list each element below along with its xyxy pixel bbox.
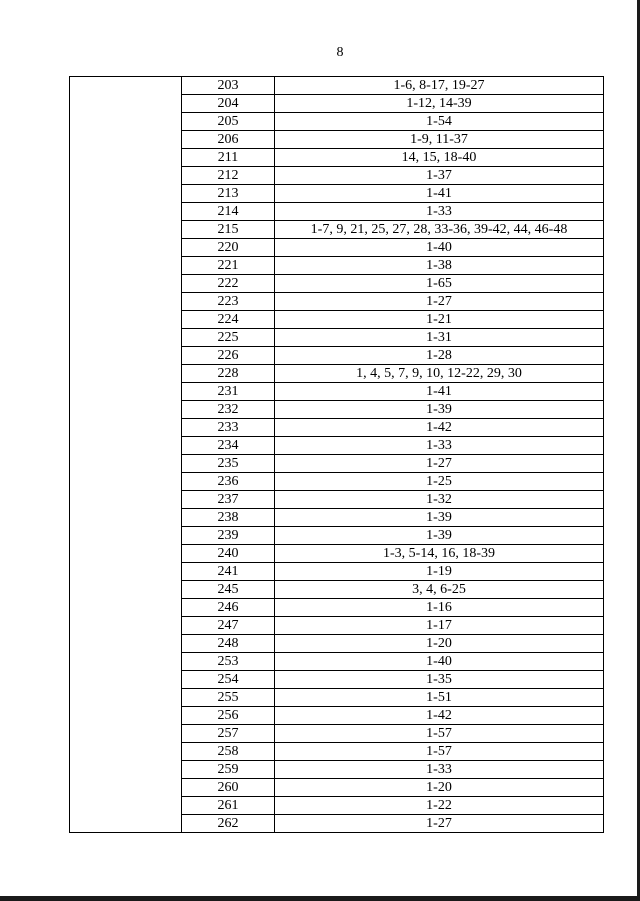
- blank-column-cell: [70, 77, 182, 833]
- row-number-cell: 232: [182, 401, 275, 419]
- row-number-cell: 225: [182, 329, 275, 347]
- row-range-cell: 1-27: [275, 293, 604, 311]
- row-range-cell: 1-57: [275, 725, 604, 743]
- row-number-cell: 213: [182, 185, 275, 203]
- row-number-cell: 215: [182, 221, 275, 239]
- row-number-cell: 246: [182, 599, 275, 617]
- row-range-cell: 1-42: [275, 419, 604, 437]
- row-range-cell: 1-17: [275, 617, 604, 635]
- row-range-cell: 1-16: [275, 599, 604, 617]
- row-range-cell: 1, 4, 5, 7, 9, 10, 12-22, 29, 30: [275, 365, 604, 383]
- row-number-cell: 260: [182, 779, 275, 797]
- row-range-cell: 3, 4, 6-25: [275, 581, 604, 599]
- row-number-cell: 247: [182, 617, 275, 635]
- row-range-cell: 1-35: [275, 671, 604, 689]
- row-number-cell: 253: [182, 653, 275, 671]
- row-number-cell: 231: [182, 383, 275, 401]
- row-range-cell: 1-25: [275, 473, 604, 491]
- row-number-cell: 224: [182, 311, 275, 329]
- document-table: [69, 76, 604, 833]
- row-range-cell: 1-31: [275, 329, 604, 347]
- row-range-cell: 1-65: [275, 275, 604, 293]
- row-range-cell: 1-40: [275, 653, 604, 671]
- row-range-cell: 1-6, 8-17, 19-27: [275, 77, 604, 95]
- row-number-cell: 256: [182, 707, 275, 725]
- row-range-cell: 1-40: [275, 239, 604, 257]
- page-number: 8: [336, 45, 344, 60]
- row-range-cell: 1-20: [275, 779, 604, 797]
- row-range-cell: 1-21: [275, 311, 604, 329]
- row-number-cell: 226: [182, 347, 275, 365]
- row-number-cell: 204: [182, 95, 275, 113]
- row-range-cell: 1-51: [275, 689, 604, 707]
- row-number-cell: 220: [182, 239, 275, 257]
- row-number-cell: 241: [182, 563, 275, 581]
- row-range-cell: 1-22: [275, 797, 604, 815]
- row-number-cell: 203: [182, 77, 275, 95]
- row-range-cell: 1-41: [275, 185, 604, 203]
- row-range-cell: 1-9, 11-37: [275, 131, 604, 149]
- row-range-cell: 1-39: [275, 527, 604, 545]
- row-number-cell: 222: [182, 275, 275, 293]
- scan-edge-bottom: [0, 896, 640, 901]
- row-number-cell: 234: [182, 437, 275, 455]
- row-number-cell: 233: [182, 419, 275, 437]
- row-range-cell: 1-19: [275, 563, 604, 581]
- row-number-cell: 237: [182, 491, 275, 509]
- row-range-cell: 1-28: [275, 347, 604, 365]
- row-range-cell: 14, 15, 18-40: [275, 149, 604, 167]
- row-number-cell: 259: [182, 761, 275, 779]
- row-range-cell: 1-41: [275, 383, 604, 401]
- row-number-cell: 240: [182, 545, 275, 563]
- row-number-cell: 214: [182, 203, 275, 221]
- row-range-cell: 1-33: [275, 203, 604, 221]
- row-range-cell: 1-33: [275, 437, 604, 455]
- row-number-cell: 223: [182, 293, 275, 311]
- row-range-cell: 1-42: [275, 707, 604, 725]
- table-body: [70, 77, 604, 833]
- row-number-cell: 206: [182, 131, 275, 149]
- row-number-cell: 258: [182, 743, 275, 761]
- row-range-cell: 1-20: [275, 635, 604, 653]
- table-row: [70, 77, 604, 95]
- row-number-cell: 238: [182, 509, 275, 527]
- row-number-cell: 212: [182, 167, 275, 185]
- row-number-cell: 235: [182, 455, 275, 473]
- row-number-cell: 228: [182, 365, 275, 383]
- row-number-cell: 262: [182, 815, 275, 833]
- row-range-cell: 1-12, 14-39: [275, 95, 604, 113]
- row-number-cell: 205: [182, 113, 275, 131]
- row-range-cell: 1-32: [275, 491, 604, 509]
- row-range-cell: 1-27: [275, 815, 604, 833]
- row-range-cell: 1-38: [275, 257, 604, 275]
- row-range-cell: 1-39: [275, 509, 604, 527]
- row-number-cell: 248: [182, 635, 275, 653]
- row-range-cell: 1-54: [275, 113, 604, 131]
- row-range-cell: 1-57: [275, 743, 604, 761]
- row-number-cell: 261: [182, 797, 275, 815]
- row-number-cell: 254: [182, 671, 275, 689]
- row-number-cell: 236: [182, 473, 275, 491]
- row-range-cell: 1-39: [275, 401, 604, 419]
- row-number-cell: 211: [182, 149, 275, 167]
- row-number-cell: 255: [182, 689, 275, 707]
- row-range-cell: 1-7, 9, 21, 25, 27, 28, 33-36, 39-42, 44, 46-48: [275, 221, 604, 239]
- row-number-cell: 245: [182, 581, 275, 599]
- row-range-cell: 1-3, 5-14, 16, 18-39: [275, 545, 604, 563]
- row-number-cell: 221: [182, 257, 275, 275]
- row-number-cell: 239: [182, 527, 275, 545]
- row-range-cell: 1-33: [275, 761, 604, 779]
- row-number-cell: 257: [182, 725, 275, 743]
- row-range-cell: 1-37: [275, 167, 604, 185]
- row-range-cell: 1-27: [275, 455, 604, 473]
